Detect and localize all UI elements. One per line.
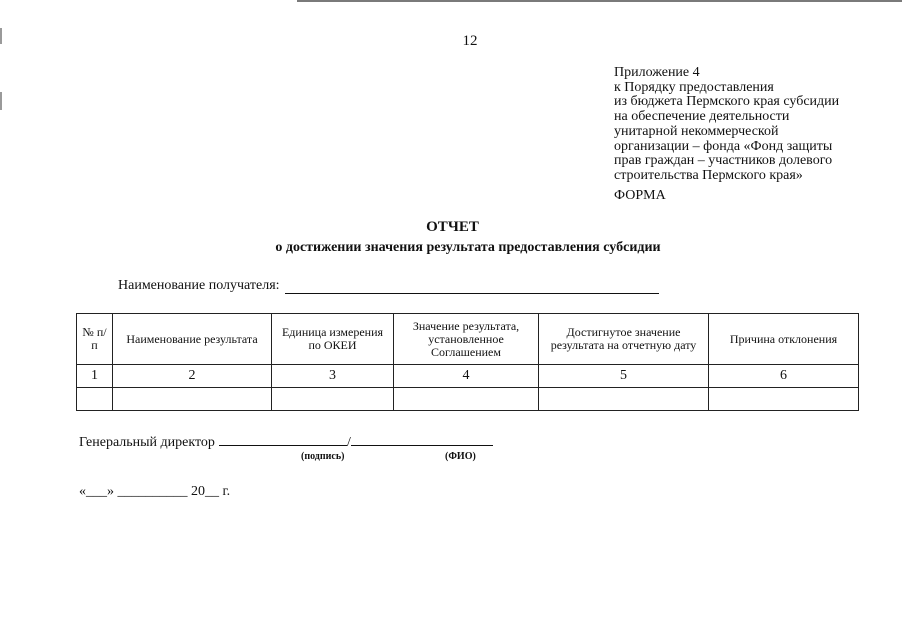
scan-edge-mark (0, 92, 2, 110)
table-cell (394, 388, 539, 411)
signature-line (219, 433, 347, 446)
signature-block (79, 433, 493, 451)
table-cell: 3 (272, 365, 394, 388)
table-cell (77, 388, 113, 411)
signature-separator: / (346, 435, 351, 450)
document-title: ОТЧЕТ (426, 219, 479, 235)
table-row (77, 365, 859, 388)
date-line: «___» __________ 20__ г. (79, 484, 231, 499)
header-achieved-value: Достигнутое значение результата на отчетную дату (539, 314, 709, 365)
appendix-line: строительства Пермского края» (614, 167, 803, 183)
signature-position: Генеральный директор (79, 435, 215, 450)
header-number: № п/п (77, 314, 113, 365)
scan-edge-mark (0, 28, 2, 44)
recipient-label: Наименование получателя: (118, 278, 280, 293)
name-caption: (ФИО) (445, 451, 476, 462)
table-header-row (77, 314, 859, 365)
appendix-line: организации – фонда «Фонд защиты (614, 138, 833, 154)
header-agreed-value: Значение результата, установленное Соглашением (394, 314, 539, 365)
table-cell (539, 388, 709, 411)
appendix-line: на обеспечение деятельности (614, 109, 790, 125)
report-table (76, 313, 859, 411)
appendix-line: Приложение 4 (614, 65, 700, 80)
table-cell: 4 (394, 365, 539, 388)
appendix-block (614, 66, 839, 184)
table-cell: 6 (709, 365, 859, 388)
table-cell (113, 388, 272, 411)
recipient-field (118, 278, 659, 294)
signature-caption: (подпись) (301, 451, 345, 462)
appendix-line: к Порядку предоставления (614, 79, 774, 95)
header-deviation-reason: Причина отклонения (709, 314, 859, 365)
recipient-fill-line (285, 280, 659, 294)
table-cell: 5 (539, 365, 709, 388)
appendix-line: из бюджета Пермского края субсидии (614, 94, 840, 110)
page-number: 12 (462, 33, 478, 49)
table-cell: 1 (77, 365, 113, 388)
document-subtitle: о достижении значения результата предоставления субсидии (275, 240, 661, 255)
appendix-line: прав граждан – участников долевого (614, 153, 833, 169)
name-line (351, 433, 493, 446)
table-cell (709, 388, 859, 411)
form-label: ФОРМА (614, 188, 666, 203)
scan-top-rule (297, 0, 902, 2)
table-cell (272, 388, 394, 411)
header-result-name: Наименование результата (113, 314, 272, 365)
appendix-line: унитарной некоммерческой (614, 123, 779, 139)
table-row (77, 388, 859, 411)
header-unit: Единица измерения по ОКЕИ (272, 314, 394, 365)
table-cell: 2 (113, 365, 272, 388)
